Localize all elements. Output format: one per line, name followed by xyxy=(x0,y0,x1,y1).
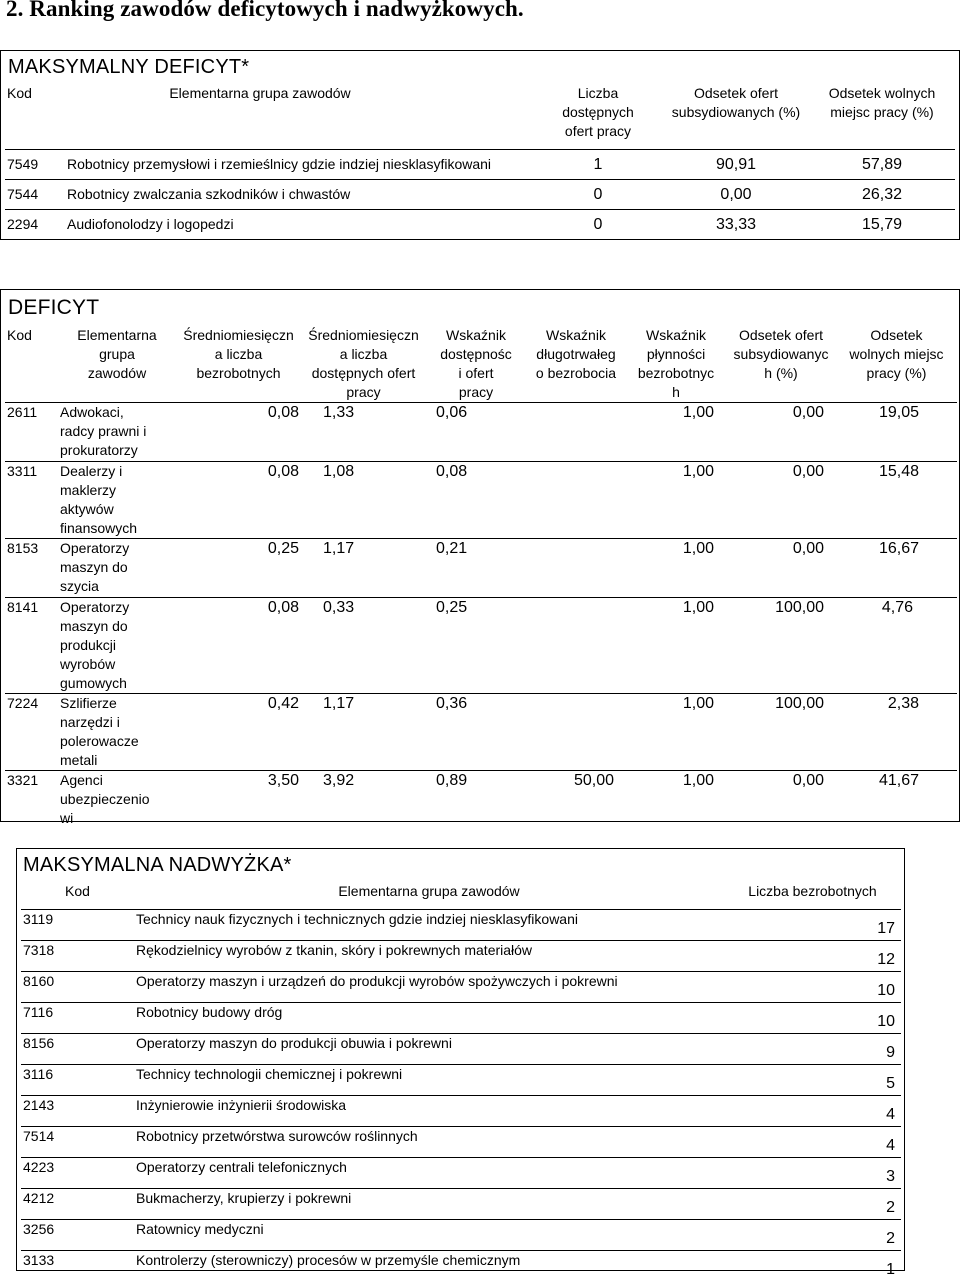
row-subsydiowane: 100,00 xyxy=(726,598,836,694)
row-kod: 7544 xyxy=(5,180,65,210)
row-dostepnosc: 0,08 xyxy=(426,462,526,539)
max-surplus-section xyxy=(16,848,905,1271)
row-grupa: Kontrolerzy (sterowniczy) procesów w przemyśle chemicznym xyxy=(134,1251,724,1281)
row-dostepnosc: 0,25 xyxy=(426,598,526,694)
row-wolne-miejsca: 2,38 xyxy=(836,694,957,771)
row-liczba: 2 xyxy=(724,1220,901,1251)
table-header xyxy=(5,84,955,141)
deficit-table xyxy=(5,326,957,828)
row-grupa: Adwokaci, radcy prawni i prokuratorzy xyxy=(58,403,176,462)
table-row xyxy=(5,539,957,598)
row-kod: 7318 xyxy=(21,941,134,972)
row-kod: 7224 xyxy=(5,694,58,771)
row-wolne-miejsca: 41,67 xyxy=(836,771,957,829)
row-kod: 4212 xyxy=(21,1189,134,1220)
row-grupa: Bukmacherzy, krupierzy i pokrewni xyxy=(134,1189,724,1220)
row-oferty: 1,33 xyxy=(301,403,426,462)
col-liczba: Liczba bezrobotnych xyxy=(724,882,901,910)
row-dlugotrwale xyxy=(526,403,626,462)
row-grupa: Dealerzy i maklerzy aktywów finansowych xyxy=(58,462,176,539)
row-bezrobotni: 3,50 xyxy=(176,771,301,829)
row-liczba: 17 xyxy=(724,910,901,941)
table-row xyxy=(5,150,955,180)
table-header xyxy=(21,882,901,910)
table-row xyxy=(5,462,957,539)
table-row xyxy=(5,694,957,771)
table-row xyxy=(21,1189,901,1220)
max-surplus-title: MAKSYMALNA NADWYŻKA* xyxy=(23,854,292,877)
row-dostepnosc: 0,06 xyxy=(426,403,526,462)
row-kod: 8141 xyxy=(5,598,58,694)
row-plynnosc: 1,00 xyxy=(626,403,726,462)
row-kod: 3256 xyxy=(21,1220,134,1251)
row-kod: 8153 xyxy=(5,539,58,598)
row-odsetek-miejsc: 26,32 xyxy=(809,180,955,210)
row-liczba: 4 xyxy=(724,1096,901,1127)
row-grupa: Operatorzy maszyn do produkcji wyrobów gumowych xyxy=(58,598,176,694)
row-subsydiowane: 100,00 xyxy=(726,694,836,771)
col-oferty: Średniomiesięczn a liczba dostępnych ofert pracy xyxy=(301,326,426,403)
row-liczba: 10 xyxy=(724,972,901,1003)
table-row xyxy=(21,910,901,941)
deficit-section xyxy=(0,289,960,822)
row-kod: 4223 xyxy=(21,1158,134,1189)
max-deficit-table xyxy=(5,84,955,239)
col-kod: Kod xyxy=(21,882,134,910)
table-row xyxy=(5,403,957,462)
row-odsetek-ofert: 90,91 xyxy=(663,150,809,180)
row-oferty: 3,92 xyxy=(301,771,426,829)
row-liczba: 9 xyxy=(724,1034,901,1065)
row-liczba: 10 xyxy=(724,1003,901,1034)
row-plynnosc: 1,00 xyxy=(626,771,726,829)
row-grupa: Robotnicy przetwórstwa surowców roślinnych xyxy=(134,1127,724,1158)
row-dlugotrwale xyxy=(526,598,626,694)
col-wolne-miejsca: Odsetek wolnych miejsc pracy (%) xyxy=(836,326,957,403)
col-dlugotrwale: Wskaźnik długotrwałeg o bezrobocia xyxy=(526,326,626,403)
col-grupa: Elementarna grupa zawodów xyxy=(134,882,724,910)
col-liczba: Liczba dostępnych ofert pracy xyxy=(533,84,663,141)
row-grupa: Audiofonolodzy i logopedzi xyxy=(65,210,533,240)
row-bezrobotni: 0,25 xyxy=(176,539,301,598)
row-grupa: Operatorzy maszyn do produkcji obuwia i pokrewni xyxy=(134,1034,724,1065)
col-grupa: Elementarna grupa zawodów xyxy=(65,84,533,141)
row-grupa: Operatorzy maszyn i urządzeń do produkcji wyrobów spożywczych i pokrewni xyxy=(134,972,724,1003)
row-grupa: Ratownicy medyczni xyxy=(134,1220,724,1251)
row-plynnosc: 1,00 xyxy=(626,462,726,539)
col-kod: Kod xyxy=(5,84,65,141)
row-oferty: 0,33 xyxy=(301,598,426,694)
row-kod: 2294 xyxy=(5,210,65,240)
row-wolne-miejsca: 15,48 xyxy=(836,462,957,539)
row-kod: 3119 xyxy=(21,910,134,941)
row-bezrobotni: 0,08 xyxy=(176,462,301,539)
row-odsetek-miejsc: 57,89 xyxy=(809,150,955,180)
row-oferty: 1,08 xyxy=(301,462,426,539)
row-odsetek-ofert: 33,33 xyxy=(663,210,809,240)
row-plynnosc: 1,00 xyxy=(626,694,726,771)
row-wolne-miejsca: 16,67 xyxy=(836,539,957,598)
row-oferty: 1,17 xyxy=(301,694,426,771)
table-header xyxy=(5,326,957,403)
table-row xyxy=(5,210,955,240)
row-kod: 3116 xyxy=(21,1065,134,1096)
table-row xyxy=(21,972,901,1003)
row-grupa: Operatorzy centrali telefonicznych xyxy=(134,1158,724,1189)
table-row xyxy=(5,598,957,694)
row-kod: 3311 xyxy=(5,462,58,539)
row-kod: 7116 xyxy=(21,1003,134,1034)
row-dostepnosc: 0,21 xyxy=(426,539,526,598)
row-subsydiowane: 0,00 xyxy=(726,771,836,829)
row-kod: 7549 xyxy=(5,150,65,180)
table-row xyxy=(21,1034,901,1065)
col-odsetek-miejsc: Odsetek wolnych miejsc pracy (%) xyxy=(809,84,955,141)
row-oferty: 1,17 xyxy=(301,539,426,598)
row-liczba: 5 xyxy=(724,1065,901,1096)
row-wolne-miejsca: 19,05 xyxy=(836,403,957,462)
table-row xyxy=(21,1220,901,1251)
row-kod: 3133 xyxy=(21,1251,134,1281)
table-row xyxy=(5,771,957,829)
table-row xyxy=(21,1251,901,1281)
col-kod: Kod xyxy=(5,326,58,403)
col-dostepnosc: Wskaźnik dostępnośc i ofert pracy xyxy=(426,326,526,403)
table-row xyxy=(5,180,955,210)
table-row xyxy=(21,1127,901,1158)
col-bezrobotni: Średniomiesięczn a liczba bezrobotnych xyxy=(176,326,301,403)
row-bezrobotni: 0,08 xyxy=(176,598,301,694)
row-grupa: Technicy nauk fizycznych i technicznych gdzie indziej niesklasyfikowani xyxy=(134,910,724,941)
row-grupa: Robotnicy budowy dróg xyxy=(134,1003,724,1034)
row-liczba: 1 xyxy=(533,150,663,180)
row-kod: 2143 xyxy=(21,1096,134,1127)
deficit-title: DEFICYT xyxy=(8,296,99,320)
col-plynnosc: Wskaźnik płynności bezrobotnyc h xyxy=(626,326,726,403)
col-grupa: Elementarna grupa zawodów xyxy=(58,326,176,403)
row-liczba: 2 xyxy=(724,1189,901,1220)
row-grupa: Inżynierowie inżynierii środowiska xyxy=(134,1096,724,1127)
row-grupa: Robotnicy zwalczania szkodników i chwastów xyxy=(65,180,533,210)
row-dlugotrwale: 50,00 xyxy=(526,771,626,829)
row-dlugotrwale xyxy=(526,462,626,539)
section-heading: 2. Ranking zawodów deficytowych i nadwyżkowych. xyxy=(6,0,524,22)
row-subsydiowane: 0,00 xyxy=(726,462,836,539)
row-dlugotrwale xyxy=(526,694,626,771)
table-row xyxy=(21,1096,901,1127)
row-liczba: 12 xyxy=(724,941,901,972)
row-odsetek-miejsc: 15,79 xyxy=(809,210,955,240)
row-odsetek-ofert: 0,00 xyxy=(663,180,809,210)
row-grupa: Rękodzielnicy wyrobów z tkanin, skóry i pokrewnych materiałów xyxy=(134,941,724,972)
row-subsydiowane: 0,00 xyxy=(726,403,836,462)
row-liczba: 1 xyxy=(724,1251,901,1281)
col-subsydiowane: Odsetek ofert subsydiowanyc h (%) xyxy=(726,326,836,403)
table-row xyxy=(21,1003,901,1034)
row-dlugotrwale xyxy=(526,539,626,598)
row-plynnosc: 1,00 xyxy=(626,539,726,598)
row-dostepnosc: 0,89 xyxy=(426,771,526,829)
row-liczba: 0 xyxy=(533,210,663,240)
table-row xyxy=(21,1158,901,1189)
row-grupa: Robotnicy przemysłowi i rzemieślnicy gdzie indziej niesklasyfikowani xyxy=(65,150,533,180)
table-row xyxy=(21,941,901,972)
max-surplus-table xyxy=(21,882,901,1281)
row-kod: 8160 xyxy=(21,972,134,1003)
row-grupa: Szlifierze narzędzi i polerowacze metali xyxy=(58,694,176,771)
row-wolne-miejsca: 4,76 xyxy=(836,598,957,694)
row-kod: 8156 xyxy=(21,1034,134,1065)
max-deficit-section xyxy=(0,50,960,240)
row-liczba: 4 xyxy=(724,1127,901,1158)
row-subsydiowane: 0,00 xyxy=(726,539,836,598)
max-deficit-title: MAKSYMALNY DEFICYT* xyxy=(8,56,249,79)
row-kod: 2611 xyxy=(5,403,58,462)
row-grupa: Agenci ubezpieczenio wi xyxy=(58,771,176,829)
row-kod: 7514 xyxy=(21,1127,134,1158)
col-odsetek-ofert: Odsetek ofert subsydiowanych (%) xyxy=(663,84,809,141)
row-kod: 3321 xyxy=(5,771,58,829)
row-liczba: 3 xyxy=(724,1158,901,1189)
row-bezrobotni: 0,08 xyxy=(176,403,301,462)
row-bezrobotni: 0,42 xyxy=(176,694,301,771)
row-liczba: 0 xyxy=(533,180,663,210)
row-grupa: Technicy technologii chemicznej i pokrewni xyxy=(134,1065,724,1096)
table-row xyxy=(21,1065,901,1096)
row-plynnosc: 1,00 xyxy=(626,598,726,694)
row-dostepnosc: 0,36 xyxy=(426,694,526,771)
row-grupa: Operatorzy maszyn do szycia xyxy=(58,539,176,598)
